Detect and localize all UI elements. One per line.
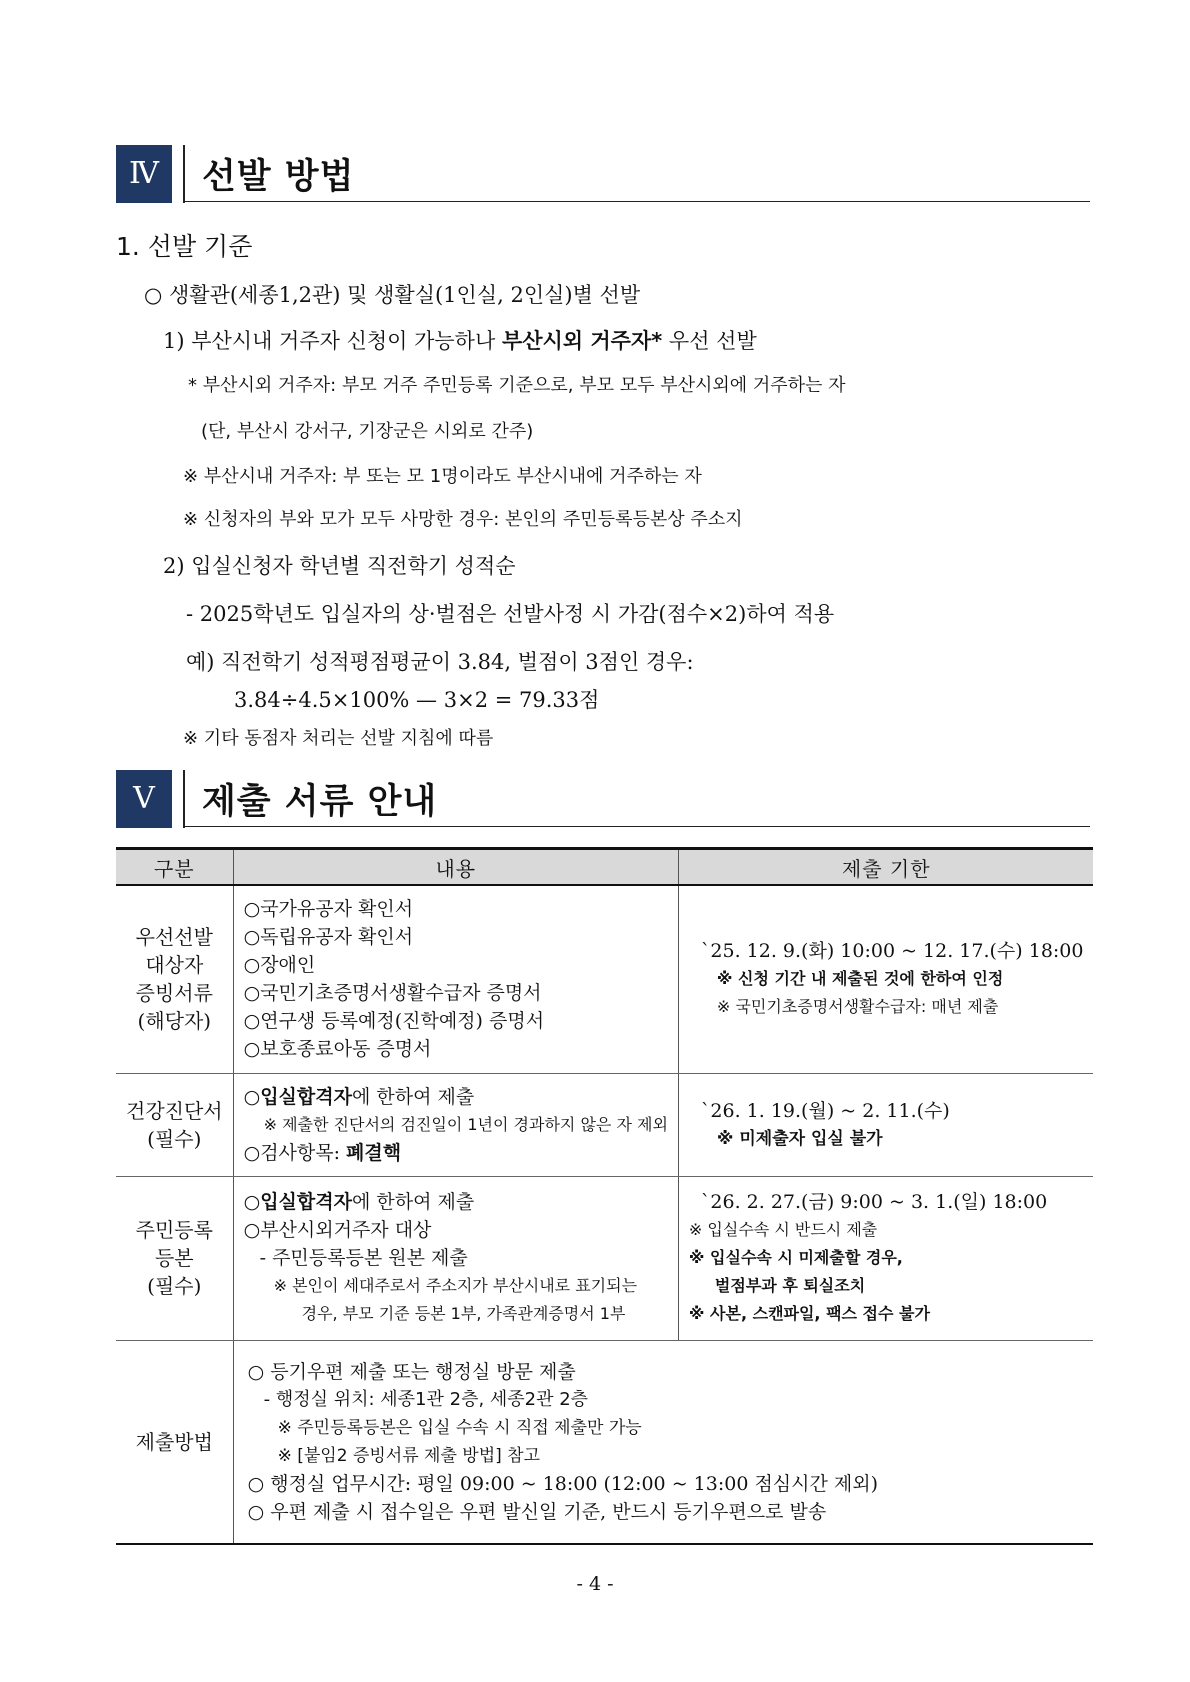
category-text: 우선선발 xyxy=(135,925,213,950)
content-text: ○ 행정실 업무시간: 평일 09:00 ~ 18:00 (12:00 ~ 13:00 점심시간 제외) xyxy=(247,1472,879,1495)
category-text: 증빙서류 xyxy=(135,981,213,1006)
category-text: (해당자) xyxy=(137,1009,212,1034)
bullet: ○ xyxy=(243,1085,261,1108)
deadline-cell xyxy=(678,885,1093,1073)
content-text: 에 한하여 제출 xyxy=(351,1191,475,1213)
criteria-item-2: 2) 입실신청자 학년별 직전학기 성적순 xyxy=(163,554,516,578)
category-cell xyxy=(116,885,233,1073)
content-text: ○연구생 등록예정(진학예정) 증명서 xyxy=(243,1010,545,1033)
deadline-note: 벌점부과 후 퇴실조치 xyxy=(714,1276,866,1295)
deadline-note: ※ 미제출자 입실 불가 xyxy=(716,1128,883,1149)
content-text: ○부산시외거주자 대상 xyxy=(243,1219,432,1241)
content-text xyxy=(244,1188,668,1216)
content-cell xyxy=(233,885,678,1073)
content-text: 에 한하여 제출 xyxy=(351,1085,475,1108)
criteria-detail: - 2025학년도 입실자의 상·벌점은 선발사정 시 가감(점수×2)하여 적용 xyxy=(186,602,835,626)
content-text: ○검사항목: xyxy=(243,1141,347,1164)
note-line: ※ 신청자의 부와 모가 모두 사망한 경우: 본인의 주민등록등본상 주소지 xyxy=(183,509,743,530)
subsection-title: 1. 선발 기준 xyxy=(116,232,253,261)
content-note: ※ 본인이 세대주로서 주소지가 부산시내로 표기되는 xyxy=(273,1276,638,1295)
criteria-line: ○ 생활관(세종1,2관) 및 생활실(1인실, 2인실)별 선발 xyxy=(144,283,641,307)
deadline-note: ※ 국민기초증명서생활수급자: 매년 제출 xyxy=(716,997,999,1017)
example-formula: 3.84÷4.5×100% — 3×2 = 79.33점 xyxy=(234,688,600,712)
content-text: ○독립유공자 확인서 xyxy=(243,926,414,949)
divider xyxy=(183,770,185,828)
deadline-note: ※ 입실수속 시 미제출할 경우, xyxy=(688,1248,903,1267)
divider xyxy=(183,201,1090,202)
divider xyxy=(183,826,1090,827)
criteria-item-1-text: 1) 부산시내 거주자 신청이 가능하나 xyxy=(163,329,502,353)
deadline-note: ※ 사본, 스캔파일, 팩스 접수 불가 xyxy=(688,1304,930,1323)
section-number-badge: Ⅳ xyxy=(116,145,172,203)
table-row xyxy=(116,1340,1093,1544)
category-cell xyxy=(116,1073,233,1176)
category-text: 대상자 xyxy=(145,953,204,978)
emphasis-text: 폐결핵 xyxy=(346,1141,402,1164)
content-text: ○보호종료아동 증명서 xyxy=(243,1038,432,1061)
content-text xyxy=(244,1083,668,1111)
note-line: ※ 부산시내 거주자: 부 또는 모 1명이라도 부산시내에 거주하는 자 xyxy=(183,466,702,487)
note-line: ※ 기타 동점자 처리는 선발 지침에 따름 xyxy=(183,728,494,749)
column-header: 제출 기한 xyxy=(678,849,1093,886)
content-text: ○국가유공자 확인서 xyxy=(243,898,414,921)
documents-table xyxy=(116,847,1093,1545)
deadline-note: ※ 신청 기간 내 제출된 것에 한하여 인정 xyxy=(716,969,1004,989)
criteria-item-1-emphasis: 부산시외 거주자* xyxy=(501,329,663,353)
content-text: ○ 등기우편 제출 또는 행정실 방문 제출 xyxy=(247,1360,576,1383)
bullet: ○ xyxy=(243,1191,261,1213)
column-header: 내용 xyxy=(233,849,678,886)
category-cell: 제출방법 xyxy=(116,1340,233,1544)
table-row xyxy=(116,885,1093,1073)
note-line: (단, 부산시 강서구, 기장군은 시외로 간주) xyxy=(201,421,534,442)
deadline-cell xyxy=(678,1176,1093,1340)
example-line: 예) 직전학기 성적평점평균이 3.84, 벌점이 3점인 경우: xyxy=(186,650,694,674)
table-row xyxy=(116,1176,1093,1340)
content-text: - 주민등록등본 원본 제출 xyxy=(259,1247,468,1269)
section-5-header xyxy=(116,770,1090,828)
category-text: (필수) xyxy=(147,1126,202,1151)
deadline-text: `25. 12. 9.(화) 10:00 ~ 12. 17.(수) 18:00 xyxy=(700,940,1084,963)
category-cell xyxy=(116,1176,233,1340)
note-line: * 부산시외 거주자: 부모 거주 주민등록 기준으로, 부모 모두 부산시외에 거주하는 자 xyxy=(188,375,846,396)
content-text: ○ 우편 제출 시 접수일은 우편 발신일 기준, 반드시 등기우편으로 발송 xyxy=(247,1500,827,1523)
category-text: 등본 xyxy=(154,1246,194,1270)
content-note: ※ 주민등록등본은 입실 수속 시 직접 제출만 가능 xyxy=(277,1417,642,1438)
section-number-badge: Ⅴ xyxy=(116,770,172,828)
content-text: - 행정실 위치: 세종1관 2층, 세종2관 2층 xyxy=(263,1388,589,1410)
deadline-text: `26. 1. 19.(월) ~ 2. 11.(수) xyxy=(700,1099,950,1122)
column-header: 구분 xyxy=(116,849,233,886)
category-text: 건강진단서 xyxy=(126,1098,223,1123)
deadline-text: `26. 2. 27.(금) 9:00 ~ 3. 1.(일) 18:00 xyxy=(700,1191,1048,1213)
content-text xyxy=(244,1139,668,1167)
content-text: ○장애인 xyxy=(243,954,316,977)
content-note: ※ [붙임2 증빙서류 제출 방법] 참고 xyxy=(277,1445,541,1466)
content-note: 경우, 부모 기준 등본 1부, 가족관계증명서 1부 xyxy=(301,1304,626,1323)
section-4-header xyxy=(116,145,1090,203)
table-header-row xyxy=(116,849,1093,886)
criteria-item-1-end: 우선 선발 xyxy=(662,329,757,353)
table-row xyxy=(116,1073,1093,1176)
emphasis-text: 입실합격자 xyxy=(260,1085,352,1108)
deadline-note: ※ 입실수속 시 반드시 제출 xyxy=(688,1220,878,1239)
category-text: (필수) xyxy=(147,1274,202,1298)
emphasis-text: 입실합격자 xyxy=(260,1191,352,1213)
section-title: 선발 방법 xyxy=(202,157,355,197)
content-text: ○국민기초증명서생활수급자 증명서 xyxy=(243,982,542,1005)
content-cell xyxy=(233,1176,678,1340)
page-number: - 4 - xyxy=(576,1573,614,1595)
deadline-cell xyxy=(678,1073,1093,1176)
divider xyxy=(183,145,185,203)
content-cell xyxy=(233,1340,1093,1544)
content-note: ※ 제출한 진단서의 검진일이 1년이 경과하지 않은 자 제외 xyxy=(263,1114,668,1134)
content-cell xyxy=(233,1073,678,1176)
criteria-item-1 xyxy=(163,325,757,355)
section-title: 제출 서류 안내 xyxy=(202,782,438,822)
category-text: 주민등록 xyxy=(135,1218,213,1242)
